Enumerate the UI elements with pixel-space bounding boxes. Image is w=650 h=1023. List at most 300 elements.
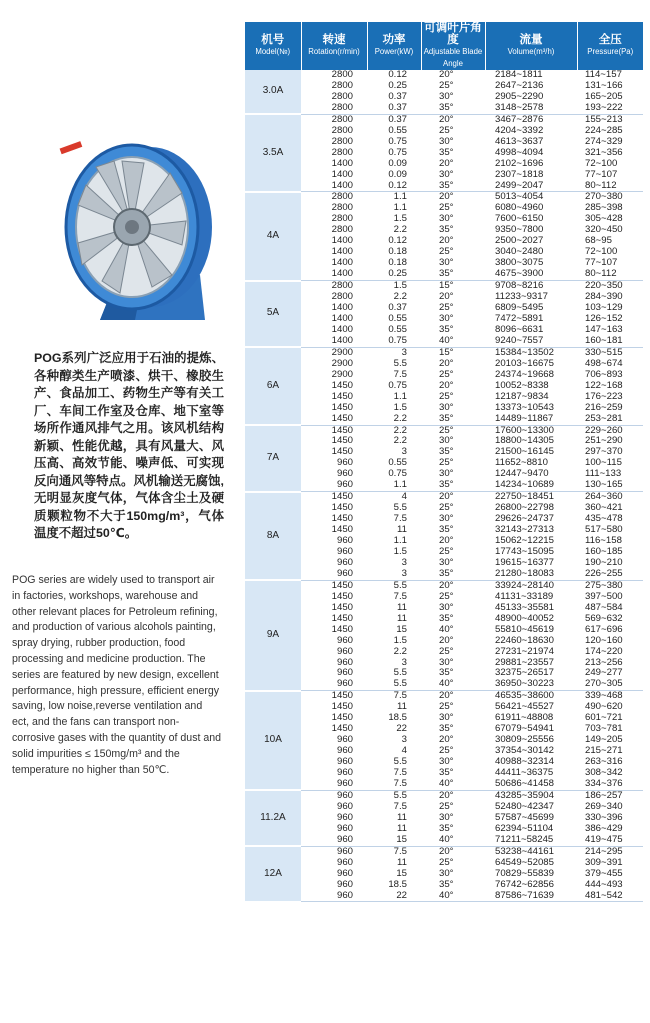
volume-cell: 3800~3075 [495, 258, 544, 269]
blade-angle-cell: 20° [439, 580, 454, 591]
volume-cell: 46535~38600 [495, 690, 554, 702]
power-cell: 7.5 [393, 801, 407, 812]
pressure-cell: 274~329 [585, 136, 623, 147]
rotation-cell: 2800 [331, 191, 353, 203]
power-cell: 4 [401, 746, 407, 757]
table-row [245, 347, 643, 358]
rotation-cell: 2800 [331, 225, 353, 236]
table-row [245, 336, 643, 347]
blade-angle-cell: 35° [439, 823, 454, 834]
volume-cell: 41131~33189 [495, 591, 554, 602]
model-cell: 10A [245, 691, 301, 791]
volume-cell: 7472~5891 [495, 313, 544, 324]
blade-angle-cell: 25° [439, 80, 454, 91]
power-cell: 7.5 [367, 779, 421, 790]
model-cell: 8A [245, 492, 301, 581]
rotation-cell: 1450 [331, 624, 353, 635]
rotation-cell: 960 [336, 857, 353, 868]
volume-cell: 19615~16377 [495, 557, 554, 568]
blade-angle-cell: 20° [439, 690, 454, 702]
pressure-cell: 320~450 [585, 225, 623, 236]
blade-angle-cell: 35° [421, 269, 485, 280]
rotation-cell: 1400 [331, 313, 353, 324]
blade-angle-cell: 40° [421, 679, 485, 690]
rotation-cell: 1450 [331, 402, 353, 413]
header-blade-angle [421, 22, 485, 70]
table-row [245, 580, 643, 591]
table-row [245, 824, 643, 835]
table-row [245, 258, 643, 269]
pressure-cell: 386~429 [585, 823, 623, 834]
pressure-cell: 706~893 [585, 369, 623, 380]
volume-cell: 9240~7557 [485, 336, 577, 347]
table-row [245, 536, 643, 547]
pressure-cell: 226~255 [577, 569, 643, 580]
table-row [245, 558, 643, 569]
table-row [245, 359, 643, 370]
rotation-cell: 1400 [301, 336, 367, 347]
blade-angle-cell: 30° [439, 313, 454, 324]
power-cell: 2.2 [367, 414, 421, 425]
power-cell: 0.25 [367, 269, 421, 280]
power-cell: 5.5 [393, 503, 407, 514]
table-row [245, 247, 643, 258]
model-cell: 5A [245, 281, 301, 348]
table-row [245, 813, 643, 824]
power-cell: 11 [397, 823, 407, 834]
pressure-cell: 251~290 [585, 436, 623, 447]
power-cell: 2.2 [393, 292, 407, 303]
blade-angle-cell: 30° [439, 812, 454, 823]
pressure-cell: 270~305 [577, 679, 643, 690]
rotation-cell: 1400 [301, 181, 367, 192]
blade-angle-cell: 35° [439, 724, 454, 735]
blade-angle-cell: 25° [439, 546, 454, 557]
table-row [245, 869, 643, 880]
table-row [245, 281, 643, 292]
table-row [245, 236, 643, 247]
power-cell: 11 [397, 702, 407, 713]
header-power [367, 22, 421, 70]
power-cell: 18.5 [388, 879, 407, 890]
pressure-cell: 114~157 [585, 70, 622, 80]
blade-angle-cell: 35° [439, 525, 454, 536]
description-english: POG series are widely used to transport air in factories, workshops, warehouse and other relevant places for Petroleum refining, and production of various alcohols painting, spray drying, rubber production, food processing and medicine production. The series are featured by new design, excellent performance, high pressure, efficient energy saving, low noise,reverse ventilation and ect, and the fans can transport non-corrosive gases with the quantity of dust and solid impurities ≤ 150mg/m³ and the temperature no higher than 50℃. [12, 574, 222, 776]
blade-angle-cell: 25° [439, 303, 454, 314]
blade-angle-cell: 25° [439, 391, 454, 402]
volume-cell: 17600~13300 [495, 425, 554, 436]
pressure-cell: 249~277 [585, 668, 623, 679]
blade-angle-cell: 40° [421, 336, 485, 347]
pressure-cell: 487~584 [585, 602, 623, 613]
blade-angle-cell: 30° [439, 136, 454, 147]
pressure-cell: 498~674 [585, 358, 623, 369]
power-cell: 0.37 [388, 303, 407, 314]
rotation-cell: 1400 [331, 247, 353, 258]
rotation-cell: 2800 [331, 292, 353, 303]
volume-cell: 26800~22798 [495, 503, 554, 514]
power-cell: 11 [397, 857, 407, 868]
blade-angle-cell: 20° [439, 292, 454, 303]
table-row [245, 757, 643, 768]
table-row [245, 159, 643, 170]
table-row [245, 392, 643, 403]
table-row [245, 181, 643, 192]
pressure-cell: 444~493 [585, 879, 623, 890]
pressure-cell: 275~380 [585, 580, 623, 591]
rotation-cell: 960 [336, 823, 353, 834]
volume-cell: 18800~14305 [495, 436, 554, 447]
header-label-zh: 机号 [261, 34, 285, 46]
rotation-cell: 960 [336, 746, 353, 757]
volume-cell: 2184~1811 [495, 70, 543, 80]
table-row [245, 81, 643, 92]
volume-cell: 7600~6150 [495, 214, 544, 225]
blade-angle-cell: 25° [439, 247, 454, 258]
table-row [245, 768, 643, 779]
volume-cell: 4204~3392 [495, 125, 544, 136]
model-cell: 3.0A [245, 70, 301, 114]
blade-angle-cell: 30° [439, 602, 454, 613]
blade-angle-cell: 25° [439, 458, 454, 469]
power-cell: 2.2 [393, 646, 407, 657]
volume-cell: 48900~40052 [495, 613, 554, 624]
power-cell: 0.12 [367, 181, 421, 192]
blade-angle-cell: 20° [439, 846, 454, 857]
power-cell: 22 [367, 891, 421, 902]
table-row [245, 269, 643, 280]
table-row [245, 214, 643, 225]
table-row [245, 303, 643, 314]
power-cell: 18.5 [388, 713, 407, 724]
description-chinese: POG系列广泛应用于石油的提炼、各种醇类生产喷漆、烘干、橡胶生产、食品加工、药物生产等有关工厂、车间工作室及仓库、地下室等场所作通风排气之用。该风机结构新颖、性能优越，具有风量大、风压高、高效节能、噪声低、可实现反向通风等特点。风机输送无腐蚀,无明显灰度气体，气体含尘土及硬质颗粒物不大于150mg/m³，气体温度不超过50℃。 [34, 351, 224, 540]
rotation-cell: 960 [336, 557, 353, 568]
table-row [245, 614, 643, 625]
volume-cell: 8096~6631 [495, 324, 544, 335]
volume-cell: 50686~41458 [485, 779, 577, 790]
rotation-cell: 960 [336, 646, 353, 657]
header-rotation [301, 22, 367, 70]
table-row [245, 103, 643, 114]
pressure-cell: 103~129 [585, 303, 623, 314]
blade-angle-cell: 30° [439, 214, 454, 225]
power-cell: 0.12 [388, 70, 407, 80]
volume-cell: 9708~8216 [495, 280, 544, 292]
table-row [245, 779, 643, 790]
power-cell: 0.55 [388, 313, 407, 324]
table-row [245, 225, 643, 236]
rotation-cell: 1400 [331, 303, 353, 314]
pressure-cell: 213~256 [585, 657, 623, 668]
volume-cell: 45133~35581 [495, 602, 554, 613]
pressure-cell: 334~376 [577, 779, 643, 790]
power-cell: 0.75 [388, 469, 407, 480]
table-row [245, 92, 643, 103]
volume-cell: 21500~16145 [495, 447, 554, 458]
blade-angle-cell: 20° [439, 191, 454, 203]
table-body [245, 70, 643, 902]
table-row [245, 414, 643, 425]
power-cell: 11 [397, 812, 407, 823]
rotation-cell: 2800 [331, 114, 353, 125]
table-row [245, 658, 643, 669]
volume-cell: 6080~4960 [495, 203, 544, 214]
power-cell: 0.55 [388, 458, 407, 469]
power-cell: 1.5 [393, 280, 407, 292]
pressure-cell: 68~95 [585, 236, 612, 247]
blade-angle-cell: 25° [439, 646, 454, 657]
pressure-cell: 155~213 [585, 114, 623, 125]
volume-cell: 9350~7800 [495, 225, 544, 236]
blade-angle-cell: 20° [439, 114, 454, 125]
table-row [245, 137, 643, 148]
pressure-cell: 253~281 [577, 414, 643, 425]
rotation-cell: 960 [336, 469, 353, 480]
volume-cell: 2647~2136 [495, 80, 544, 91]
blade-angle-cell: 25° [439, 591, 454, 602]
power-cell: 5.5 [393, 358, 407, 369]
table-row [245, 525, 643, 536]
power-cell: 0.09 [388, 169, 407, 180]
pressure-cell: 220~350 [585, 280, 623, 292]
blade-angle-cell: 20° [439, 236, 454, 247]
pressure-cell: 100~115 [585, 458, 622, 469]
power-cell: 0.37 [367, 103, 421, 114]
blade-angle-cell: 30° [439, 713, 454, 724]
power-cell: 5.5 [393, 757, 407, 768]
rotation-cell: 1450 [331, 514, 353, 525]
volume-cell: 27231~21974 [495, 646, 554, 657]
table-row [245, 126, 643, 137]
blade-angle-cell: 35° [439, 225, 454, 236]
pressure-cell: 72~100 [585, 247, 618, 258]
volume-cell: 2102~1696 [495, 158, 544, 169]
table-row [245, 846, 643, 857]
pressure-cell: 80~112 [577, 181, 643, 192]
rotation-cell: 1450 [331, 425, 353, 436]
volume-cell: 87586~71639 [485, 891, 577, 902]
table-row [245, 625, 643, 636]
pressure-cell: 321~356 [585, 147, 623, 158]
rotation-cell: 1450 [331, 525, 353, 536]
pressure-cell: 360~421 [585, 503, 623, 514]
pressure-cell: 72~100 [585, 158, 618, 169]
blade-angle-cell: 20° [439, 790, 454, 801]
rotation-cell: 1450 [331, 613, 353, 624]
blade-angle-cell: 15° [439, 347, 454, 358]
rotation-cell: 2800 [331, 125, 353, 136]
blade-angle-cell: 30° [439, 169, 454, 180]
pressure-cell: 284~390 [585, 292, 623, 303]
table-row [245, 514, 643, 525]
blade-angle-cell: 35° [439, 447, 454, 458]
blade-angle-cell: 35° [421, 569, 485, 580]
table-row [245, 381, 643, 392]
pressure-cell: 126~152 [585, 313, 623, 324]
blade-angle-cell: 20° [439, 491, 454, 503]
rotation-cell: 2800 [331, 214, 353, 225]
blade-angle-cell: 20° [439, 735, 454, 746]
blade-angle-cell: 25° [439, 203, 454, 214]
model-cell: 7A [245, 425, 301, 492]
volume-cell: 53238~44161 [495, 846, 554, 857]
volume-cell: 3467~2876 [495, 114, 544, 125]
volume-cell: 11652~8810 [495, 458, 548, 469]
power-cell: 0.75 [388, 136, 407, 147]
blade-angle-cell: 25° [439, 125, 454, 136]
pressure-cell: 379~455 [585, 868, 623, 879]
rotation-cell: 2800 [331, 203, 353, 214]
table-row [245, 447, 643, 458]
blade-angle-cell: 35° [439, 324, 454, 335]
volume-cell: 15384~13502 [495, 347, 554, 358]
power-cell: 0.09 [388, 158, 407, 169]
rotation-cell: 2800 [331, 136, 353, 147]
blade-angle-cell: 40° [439, 624, 454, 635]
table-row [245, 603, 643, 614]
rotation-cell: 1450 [331, 580, 353, 591]
model-cell: 3.5A [245, 114, 301, 192]
table-header-row [245, 22, 643, 70]
rotation-cell: 960 [336, 546, 353, 557]
volume-cell: 6809~5495 [495, 303, 544, 314]
pressure-cell: 224~285 [585, 125, 623, 136]
table-row [245, 790, 643, 801]
rotation-cell: 960 [336, 458, 353, 469]
pressure-cell: 263~316 [585, 757, 623, 768]
power-cell: 0.55 [388, 125, 407, 136]
volume-cell: 57587~45699 [495, 812, 554, 823]
volume-cell: 43285~35904 [495, 790, 554, 801]
volume-cell: 64549~52085 [495, 857, 554, 868]
blade-angle-cell: 35° [439, 879, 454, 890]
table-row [245, 691, 643, 702]
pressure-cell: 617~696 [585, 624, 623, 635]
pressure-cell: 215~271 [585, 746, 623, 757]
blade-angle-cell: 35° [439, 668, 454, 679]
volume-cell: 4675~3900 [485, 269, 577, 280]
blade-angle-cell: 35° [439, 613, 454, 624]
volume-cell: 22750~18451 [495, 491, 554, 503]
pressure-cell: 229~260 [585, 425, 623, 436]
volume-cell: 32375~26517 [495, 668, 554, 679]
rotation-cell: 1450 [331, 724, 353, 735]
pressure-cell: 309~391 [585, 857, 623, 868]
pressure-cell: 80~112 [577, 269, 643, 280]
pressure-cell: 149~205 [585, 735, 623, 746]
volume-cell: 55810~45619 [495, 624, 554, 635]
blade-angle-cell: 30° [439, 91, 454, 102]
volume-cell: 76742~62856 [495, 879, 554, 890]
header-model [245, 22, 301, 70]
table-row [245, 647, 643, 658]
power-cell: 15 [396, 868, 407, 879]
header-label-en: Volume(m³/h) [507, 47, 555, 56]
pressure-cell: 297~370 [585, 447, 623, 458]
model-cell: 9A [245, 580, 301, 691]
blade-angle-cell: 35° [421, 181, 485, 192]
pressure-cell: 569~632 [585, 613, 623, 624]
rotation-cell: 2800 [331, 147, 353, 158]
table-row [245, 592, 643, 603]
power-cell: 7.5 [393, 690, 407, 702]
rotation-cell: 1450 [331, 447, 353, 458]
pressure-cell: 160~185 [585, 546, 623, 557]
volume-cell: 12447~9470 [495, 469, 549, 480]
power-cell: 2.2 [393, 225, 407, 236]
pressure-cell: 285~398 [585, 203, 623, 214]
blade-angle-cell: 40° [421, 779, 485, 790]
blade-angle-cell: 35° [421, 480, 485, 491]
pressure-cell: 130~165 [577, 480, 643, 491]
table-row [245, 724, 643, 735]
pressure-cell: 330~396 [585, 812, 623, 823]
blade-angle-cell: 30° [439, 436, 454, 447]
power-cell: 11 [397, 525, 407, 536]
pressure-cell: 160~181 [577, 336, 643, 347]
volume-cell: 62394~51104 [495, 823, 554, 834]
power-cell: 7.5 [393, 514, 407, 525]
pressure-cell: 517~580 [585, 525, 623, 536]
pressure-cell: 116~158 [585, 536, 622, 547]
rotation-cell: 1450 [331, 491, 353, 503]
rotation-cell: 1400 [331, 169, 353, 180]
power-cell: 0.25 [388, 80, 407, 91]
volume-cell: 37354~30142 [495, 746, 554, 757]
volume-cell: 61911~48808 [495, 713, 554, 724]
volume-cell: 11233~9317 [495, 292, 548, 303]
rotation-cell: 2800 [301, 103, 367, 114]
rotation-cell: 960 [301, 835, 367, 846]
volume-cell: 20103~16675 [495, 358, 554, 369]
rotation-cell: 2800 [331, 91, 353, 102]
table-row [245, 547, 643, 558]
table-row [245, 436, 643, 447]
table-row [245, 292, 643, 303]
power-cell: 3 [367, 569, 421, 580]
pressure-cell: 176~223 [585, 391, 623, 402]
rotation-cell: 960 [301, 891, 367, 902]
volume-cell: 4998~4094 [495, 147, 544, 158]
blade-angle-cell: 25° [439, 503, 454, 514]
blade-angle-cell: 20° [439, 70, 454, 80]
power-cell: 3 [401, 447, 407, 458]
table-row [245, 858, 643, 869]
power-cell: 1.5 [393, 402, 407, 413]
pressure-cell: 147~163 [585, 324, 623, 335]
power-cell: 3 [401, 347, 407, 358]
pressure-cell: 703~781 [585, 724, 623, 735]
table-row [245, 425, 643, 436]
rotation-cell: 960 [301, 779, 367, 790]
rotation-cell: 2800 [331, 80, 353, 91]
pressure-cell: 419~475 [577, 835, 643, 846]
power-cell: 3 [401, 657, 407, 668]
model-cell: 4A [245, 192, 301, 281]
blade-angle-cell: 40° [421, 891, 485, 902]
pressure-cell: 339~468 [585, 690, 623, 702]
volume-cell: 32143~27313 [495, 525, 554, 536]
model-cell: 6A [245, 347, 301, 425]
model-cell: 11.2A [245, 790, 301, 846]
power-cell: 7.5 [393, 591, 407, 602]
volume-cell: 40988~32314 [495, 757, 554, 768]
volume-cell: 24374~19668 [495, 369, 554, 380]
volume-cell: 71211~58245 [485, 835, 577, 846]
volume-cell: 13373~10543 [495, 402, 554, 413]
pressure-cell: 330~515 [585, 347, 623, 358]
table-row [245, 891, 643, 902]
